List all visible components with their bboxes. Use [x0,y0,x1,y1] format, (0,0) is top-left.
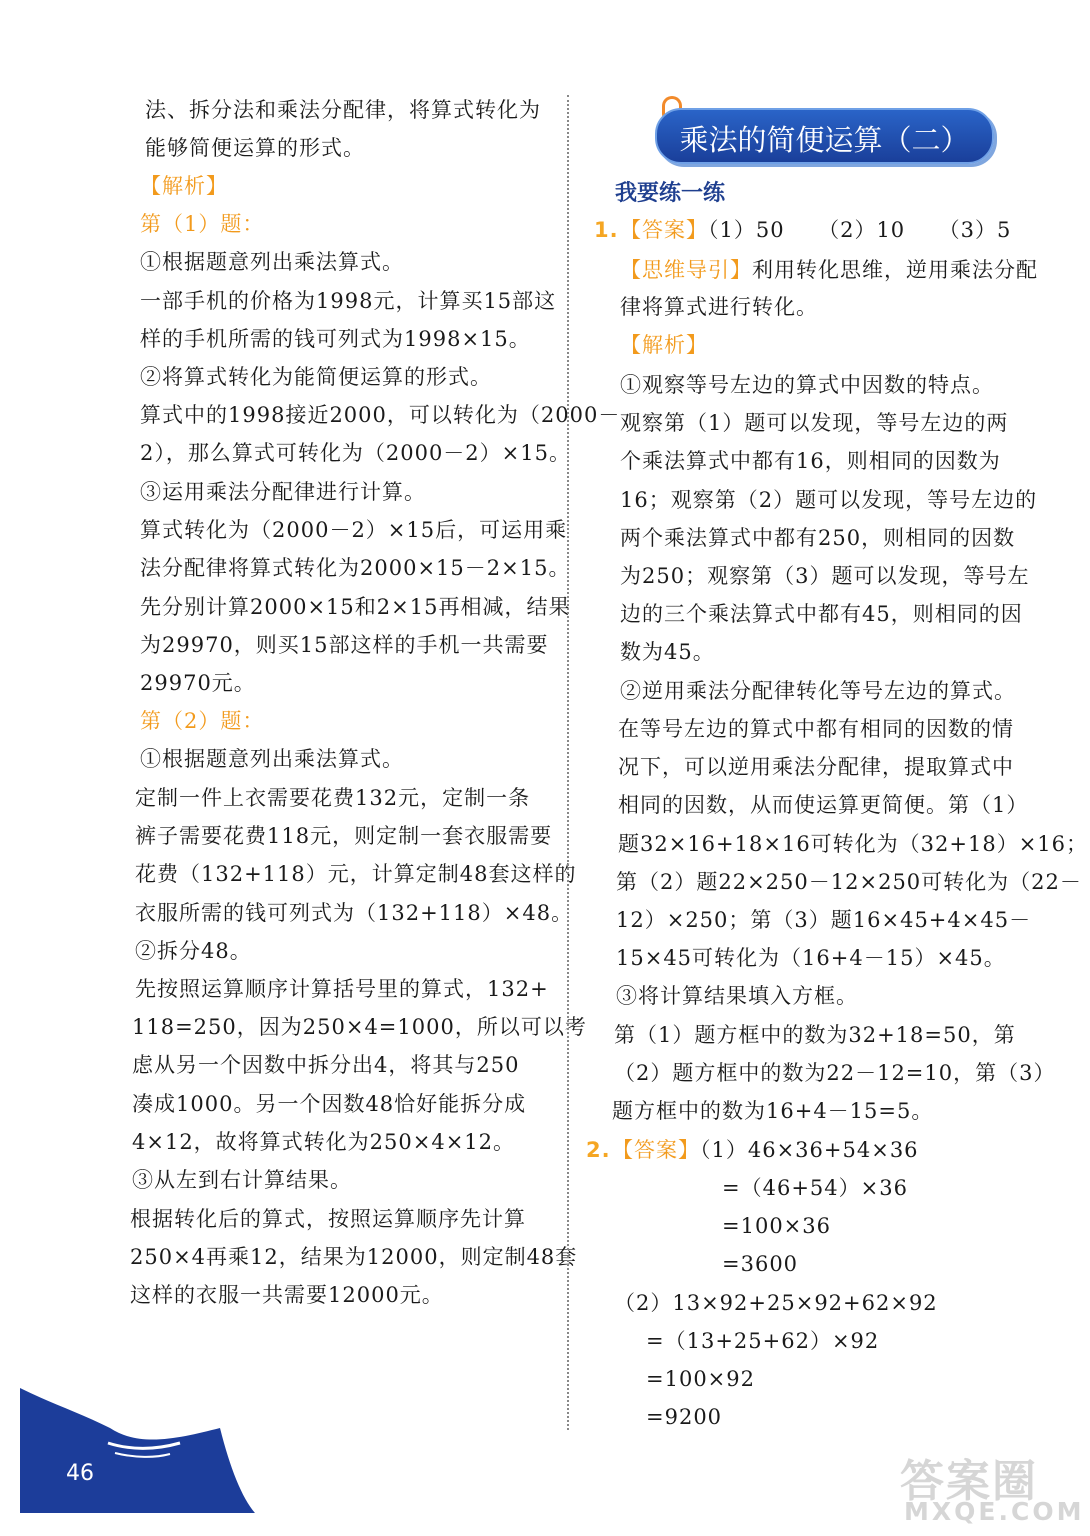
text-line [140,592,570,622]
text-line [616,981,858,1011]
text-line [620,561,1029,591]
text-line [135,783,530,813]
text-line [620,370,994,400]
watermark-logo [900,1445,1085,1530]
line-body: 个乘法算式中都有16，则相同的因数为 [620,449,1001,473]
line-body: 118=250，因为250×4=1000，所以可以考 [132,1015,587,1039]
line-body: 凑成1000。另一个因数48恰好能拆分成 [132,1092,527,1116]
text-line [132,1165,352,1195]
text-line [132,1012,587,1042]
text-line [620,255,1038,285]
line-body: 观察第（1）题可以发现，等号左边的两 [620,411,1009,435]
line-body: ③将计算结果填入方框。 [616,984,858,1008]
text-line [135,821,552,851]
line-body: 两个乘法算式中都有250，则相同的因数 [620,526,1016,550]
text-line [135,898,573,928]
text-line [616,905,1031,935]
text-line [140,744,404,774]
text-line [140,477,426,507]
line-body: 在等号左边的算式中都有相同的因数的情 [618,717,1014,741]
line-body: 题32×16+18×16可转化为（32+18）×16； [618,832,1089,856]
text-line [140,706,264,736]
bracket-label: 【答案】 [620,218,708,242]
text-line [612,1096,933,1126]
line-body: =3600 [722,1252,799,1276]
watermark-text: 答案圈 [900,1456,1038,1507]
line-body: =9200 [646,1405,723,1429]
line-body: 250×4再乘12，结果为12000，则定制48套 [130,1245,578,1269]
text-line [722,1249,798,1279]
bracket-label: 【思维导引】 [620,258,752,282]
line-body: 第（2）题22×250－12×250可转化为（22－ [616,870,1082,894]
line-body: 16；观察第（2）题可以发现，等号左边的 [620,488,1038,512]
line-body: 相同的因数，从而使运算更简便。第（1） [618,793,1029,817]
line-body: 虑从另一个因数中拆分出4，将其与250 [132,1053,520,1077]
line-body: ①根据题意列出乘法算式。 [140,747,404,771]
question-number: 1. [594,218,619,242]
line-body: ①根据题意列出乘法算式。 [140,250,404,274]
text-line [722,1173,908,1203]
text-line [646,1364,755,1394]
question-number: 2. [586,1138,611,1162]
line-body: 4×12，故将算式转化为250×4×12。 [132,1130,516,1154]
line-body: （1）46×36+54×36 [700,1138,919,1162]
text-line [130,1204,526,1234]
text-line [618,714,1014,744]
text-line [620,485,1037,515]
text-line [140,438,571,468]
line-body: =（46+54）×36 [722,1176,908,1200]
line-body: =100×92 [646,1367,755,1391]
bracket-label: 【答案】 [612,1138,700,1162]
line-body: ②将算式转化为能简便运算的形式。 [140,365,492,389]
line-body: 法分配律将算式转化为2000×15－2×15。 [140,556,571,580]
line-body: 29970元。 [140,671,256,695]
line-body: 花费（132+118）元，计算定制48套这样的 [135,862,577,886]
line-body: 题方框中的数为16+4－15=5。 [612,1099,934,1123]
text-line [135,974,549,1004]
line-body: 数为45。 [620,640,715,664]
line-body: 根据转化后的算式，按照运算顺序先计算 [130,1207,526,1231]
text-line [646,1402,722,1432]
text-line [132,1127,515,1157]
text-line [620,523,1015,553]
line-body: （2）13×92+25×92+62×92 [614,1291,938,1315]
line-body: ③运用乘法分配律进行计算。 [140,480,426,504]
line-body: （2）题方框中的数为22－12=10，第（3） [614,1061,1056,1085]
text-line [594,215,1012,245]
line-body: 先按照运算顺序计算括号里的算式，132+ [135,977,549,1001]
text-line [618,829,1088,859]
text-line [586,1135,919,1165]
text-line [646,1326,879,1356]
line-body: 衣服所需的钱可列式为（132+118）×48。 [135,901,574,925]
text-line [620,599,1023,629]
line-body: 这样的衣服一共需要12000元。 [130,1283,444,1307]
line-body: 裤子需要花费118元，则定制一套衣服需要 [135,824,553,848]
page-number: 46 [66,1461,94,1486]
line-body: 利用转化思维，逆用乘法分配 [752,258,1038,282]
line-body: 边的三个乘法算式中都有45，则相同的因 [620,602,1023,626]
line-body: 定制一件上衣需要花费132元，定制一条 [135,786,531,810]
line-body: （1）50 （2）10 （3）5 [708,218,1012,242]
line-body: 【解析】 [620,333,708,357]
line-body: 一部手机的价格为1998元，计算买15部这 [140,289,557,313]
text-line [620,676,1016,706]
line-body: 算式转化为（2000－2）×15后，可运用乘 [140,518,568,542]
section-title: 我要练一练 [615,181,726,206]
text-line [618,752,1014,782]
text-line [140,324,531,354]
line-body: =（13+25+62）×92 [646,1329,880,1353]
line-body: ②拆分48。 [135,939,252,963]
line-body: 先分别计算2000×15和2×15再相减，结果 [140,595,571,619]
text-line [145,95,541,125]
line-body: 律将算式进行转化。 [620,295,818,319]
text-line [616,867,1082,897]
column-divider [567,95,569,1430]
line-body: 法、拆分法和乘法分配律，将算式转化为 [145,98,541,122]
line-body: 第（1）题： [140,212,265,236]
text-line [614,1020,1016,1050]
text-line [132,1050,519,1080]
text-line [140,286,556,316]
text-line [140,247,404,277]
line-body: 2），那么算式可转化为（2000－2）×15。 [140,441,571,465]
line-body: 况下，可以逆用乘法分配律，提取算式中 [618,755,1014,779]
text-line [620,637,715,667]
text-line [140,553,570,583]
line-body: =100×36 [722,1214,831,1238]
line-body: 12）×250；第（3）题16×45+4×45－ [616,908,1032,932]
text-line [616,943,1006,973]
text-line [618,790,1028,820]
line-body: ①观察等号左边的算式中因数的特点。 [620,373,994,397]
line-body: 15×45可转化为（16+4－15）×45。 [616,946,1006,970]
text-line [140,668,256,698]
text-line [620,408,1008,438]
text-line [140,209,264,239]
line-body: ③从左到右计算结果。 [132,1168,352,1192]
page-corner-wave-icon [20,1388,255,1513]
line-body: 第（2）题： [140,709,265,733]
line-body: 为250；观察第（3）题可以发现，等号左 [620,564,1030,588]
text-line [132,1089,526,1119]
text-line [620,446,1001,476]
line-body: 为29970，则买15部这样的手机一共需要 [140,633,549,657]
text-line [140,515,567,545]
text-line [614,1288,938,1318]
text-line [722,1211,831,1241]
text-line [140,630,549,660]
lesson-banner [655,108,994,164]
line-body: 第（1）题方框中的数为32+18=50，第 [614,1023,1016,1047]
line-body: ②逆用乘法分配律转化等号左边的算式。 [620,679,1016,703]
text-line [140,171,228,201]
banner-title: 乘法的简便运算（二） [679,123,970,157]
text-line [140,400,620,430]
text-line [130,1280,444,1310]
text-line [145,133,365,163]
text-line [135,859,576,889]
text-line [135,936,252,966]
watermark-site: MXQE.COM [904,1497,1085,1526]
line-body: 样的手机所需的钱可列式为1998×15。 [140,327,531,351]
text-line [614,1058,1055,1088]
line-body: 能够简便运算的形式。 [145,136,365,160]
text-line [130,1242,577,1272]
line-body: 【解析】 [140,174,228,198]
text-line [140,362,492,392]
text-line [620,330,708,360]
line-body: 算式中的1998接近2000，可以转化为（2000－ [140,403,621,427]
text-line [620,292,818,322]
